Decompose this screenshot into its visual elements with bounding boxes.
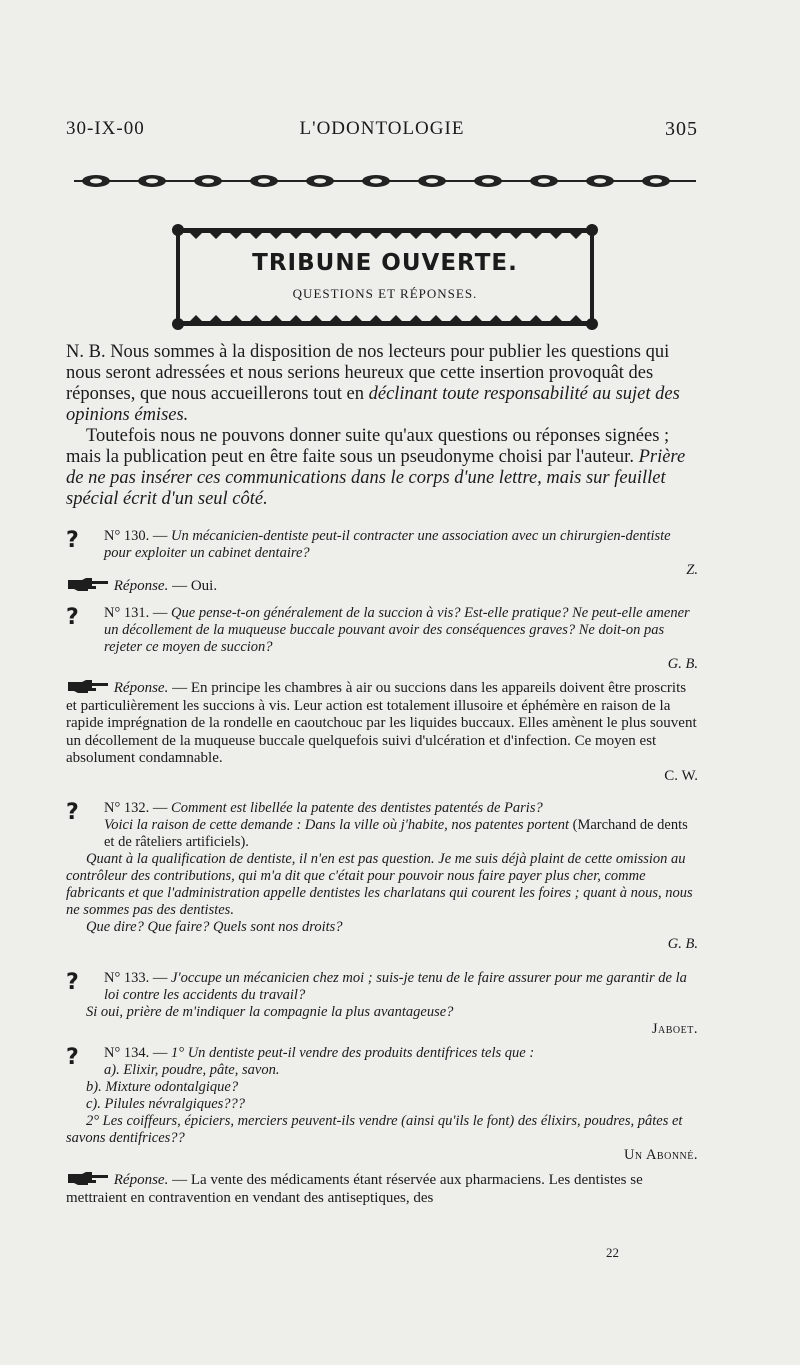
question-mark-icon: ? — [66, 800, 79, 825]
section-title: TRIBUNE OUVERTE. — [252, 250, 518, 276]
question-signature: Jaboet. — [651, 1021, 698, 1037]
question-signature: G. B. — [667, 936, 698, 952]
note-paragraph-1-italic: déclinant toute responsabilité au sujet des opinions émises. — [66, 384, 680, 425]
question-130 — [66, 528, 698, 579]
question-number: N° 130. — — [104, 528, 172, 544]
reply-label: Réponse. — [113, 680, 169, 696]
reply-label: Réponse. — [113, 1172, 169, 1188]
question-paragraph-3: Que dire? Que faire? Quels sont nos droits? — [86, 919, 343, 935]
question-intro: 1° Un dentiste peut-il vendre des produits dentifrices tels que : — [171, 1045, 535, 1061]
reply-text: — En principe les chambres à air ou succions dans les appareils doivent être proscrits et particulièrement les succions à vis. Leur action est totalement illusoire et éphémère en raison de la rapide imprégnation de la rondelle en caoutchouc par les liquides buccaux. Elles amènent le plus souvent un décollement de la muqueuse buccale quelquefois suivi d'ulcération et d'infection. Ce moyen est absolument condamnable. — [66, 680, 697, 766]
journal-title: L'ODONTOLOGIE — [299, 118, 465, 139]
issue-date: 30-IX-00 — [66, 118, 145, 139]
question-item-b: b). Mixture odontalgique? — [86, 1079, 239, 1095]
question-131 — [66, 605, 698, 673]
signature-mark: 22 — [606, 1245, 619, 1260]
question-mark-icon: ? — [66, 528, 79, 553]
question-text: Un mécanicien-dentiste peut-il contracter une association avec un chirurgien-dentiste pour exploiter un cabinet dentaire? — [104, 528, 671, 561]
question-number: N° 132. — — [104, 800, 172, 816]
page-number: 305 — [665, 118, 698, 140]
question-line-2-roman: (Marchand de dents et de râteliers artificiels). — [104, 817, 688, 850]
question-number: N° 133. — — [104, 970, 172, 986]
question-number: N° 134. — — [104, 1045, 172, 1061]
question-signature: Un Abonné. — [623, 1147, 698, 1163]
reply-130 — [66, 576, 698, 596]
question-item-c: c). Pilules névralgiques??? — [86, 1096, 246, 1112]
question-paragraph-2: Quant à la qualification de dentiste, il n'en est pas question. Je me suis déjà plaint de cette omission au contrôleur des contributions, qui m'a dit que c'était pour pouvoir nous faire payer plus cher, comme fabricants et que l'administration appelle dentistes les charlatans qui courent les foires ; quant à nous, nous ne sommes pas des dentistes. — [66, 851, 693, 918]
question-132 — [66, 800, 698, 953]
question-paragraph-2: Si oui, prière de m'indiquer la compagnie la plus avantageuse? — [86, 1004, 454, 1020]
question-number: N° 131. — — [104, 605, 172, 621]
question-mark-icon: ? — [66, 1045, 79, 1070]
question-signature: Z. — [686, 562, 698, 578]
question-item-a: a). Elixir, poudre, pâte, savon. — [104, 1062, 280, 1078]
note-paragraph-1: N. B. Nous sommes à la disposition de nos lecteurs pour publier les questions qui nous seront adressées et nous serions heureux que cette insertion provoquât des réponses, que nous accueillerons tout en — [66, 342, 670, 404]
pointing-hand-icon — [66, 1170, 110, 1186]
note-paragraph-2-italic: Prière de ne pas insérer ces communications dans le corps d'une lettre, mais sur feuillet spécial écrit d'un seul côté. — [66, 447, 686, 509]
question-part-2: 2° Les coiffeurs, épiciers, merciers peuvent-ils vendre (ainsi qu'ils le font) des élixirs, poudres, pâtes et savons dentifrices?? — [66, 1113, 683, 1146]
question-mark-icon: ? — [66, 605, 79, 630]
decorative-frame-icon — [170, 222, 600, 332]
reply-134 — [66, 1170, 698, 1207]
reply-signature: C. W. — [664, 767, 698, 784]
pointing-hand-icon — [66, 576, 110, 592]
section-subtitle: QUESTIONS ET RÉPONSES. — [292, 286, 478, 301]
question-134 — [66, 1045, 698, 1164]
question-line-2: Voici la raison de cette demande : Dans la ville où j'habite, nos patentes portent — [104, 817, 570, 833]
pointing-hand-icon — [66, 678, 110, 694]
note-paragraph-2: Toutefois nous ne pouvons donner suite qu'aux questions ou réponses signées ; mais la publication peut en être faite sous un pseudonyme choisi par l'auteur. — [66, 426, 670, 467]
editorial-note — [66, 342, 698, 510]
question-text: Que pense-t-on généralement de la succion à vis? Est-elle pratique? Ne peut-elle amener un décollement de la muqueuse buccale pouvant avoir des conséquences graves? Ne doit-on pas rejeter ce moyen de succion? — [104, 605, 690, 655]
question-text: J'occupe un mécanicien chez moi ; suis-je tenu de le faire assurer pour me garantir de la loi contre les accidents du travail? — [104, 970, 687, 1003]
ornament-rule — [74, 172, 696, 190]
reply-131 — [66, 678, 698, 785]
reply-text: — La vente des médicaments étant réservée aux pharmaciens. Les dentistes se mettraient en contravention en vendant des antiseptiques, des — [66, 1172, 643, 1206]
section-heading-frame — [170, 222, 600, 332]
question-line-1: Comment est libellée la patente des dentistes patentés de Paris? — [171, 800, 543, 816]
question-signature: G. B. — [667, 656, 698, 672]
reply-text: — Oui. — [168, 578, 218, 594]
question-133 — [66, 970, 698, 1038]
reply-label: Réponse. — [113, 578, 169, 594]
question-mark-icon: ? — [66, 970, 79, 995]
